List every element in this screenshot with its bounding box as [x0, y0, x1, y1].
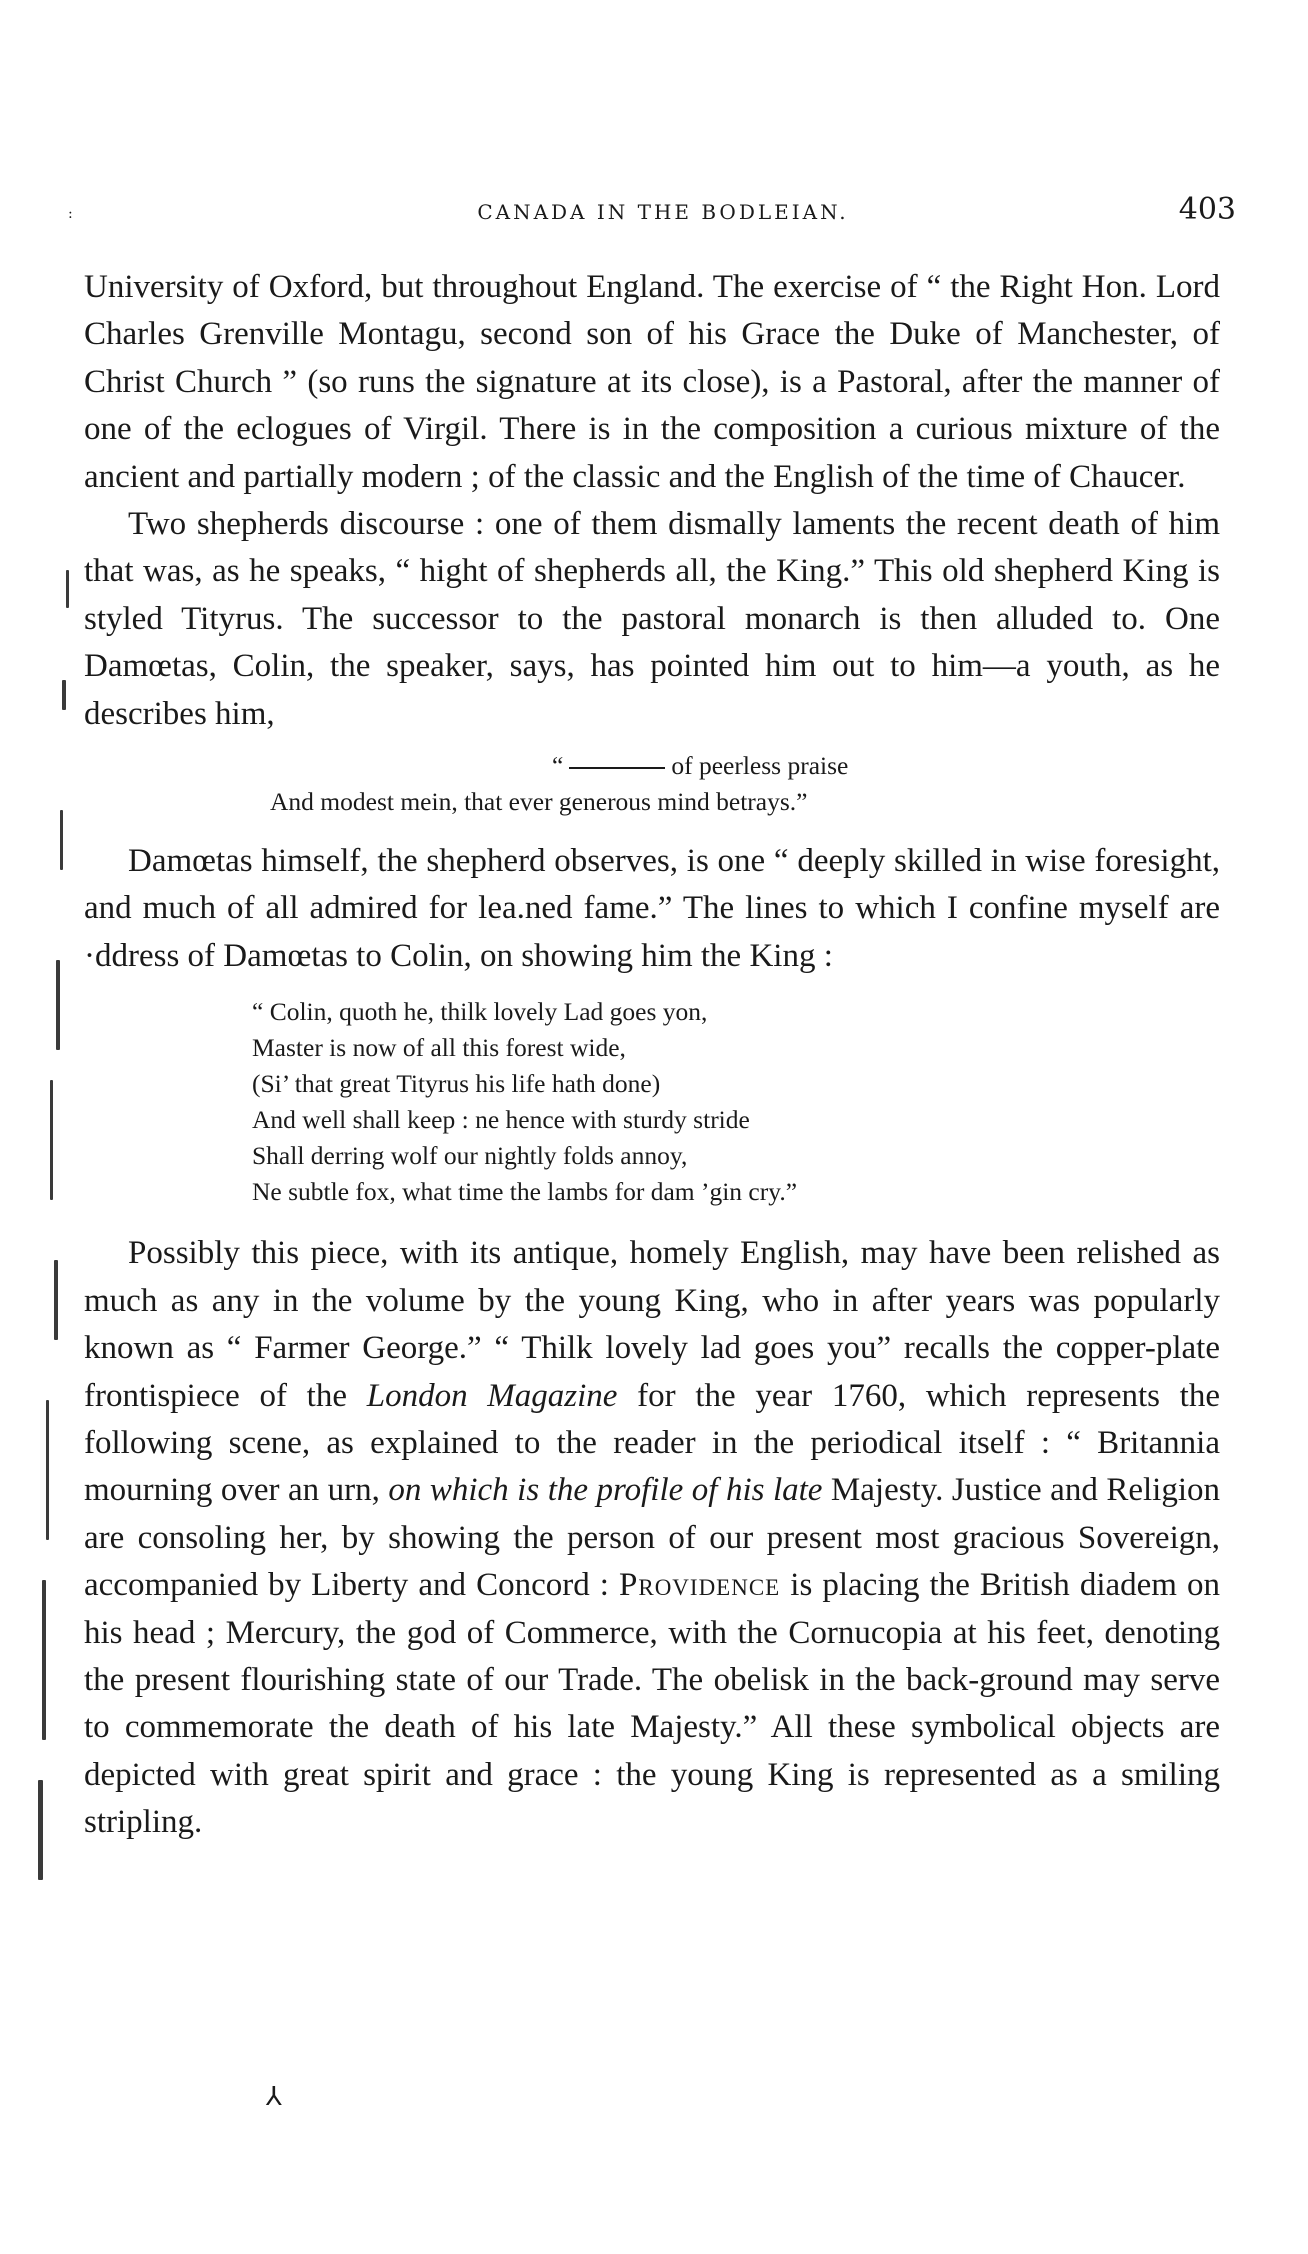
page-header — [88, 192, 1238, 232]
text-run: Possibly this piece, with its antique, homely English, may have been relished as much as any in the volume by the young King, who in after years was popularly known as “ Farmer George.” “ Thilk lovely lad goes you” recalls the copper-plate frontispiece of the — [84, 1235, 1220, 1414]
verse-line: Shall derring wolf our nightly folds annoy, — [252, 1141, 688, 1171]
scan-edge-artifact — [20, 560, 90, 1890]
gutter-mark: : — [68, 206, 73, 222]
verse-text: of peerless praise — [671, 751, 849, 781]
periodical-title: London Magazine — [366, 1377, 618, 1414]
body-text — [84, 264, 1220, 1847]
paragraph-2: Two shepherds discourse : one of them dismally laments the recent death of him that was, as he speaks, “ hight of shepherds all, the King.” This old shepherd King is styled Tityrus. The successor to the pastoral monarch is then alluded to. One Damœtas, Colin, the speaker, says, has pointed him out to him—a youth, as he describes him, — [84, 506, 1220, 732]
edge-fleck — [56, 960, 60, 1050]
edge-fleck — [66, 570, 69, 608]
edge-fleck — [46, 1400, 49, 1540]
small-caps-word: Providence — [619, 1567, 781, 1604]
edge-fleck — [42, 1580, 46, 1740]
em-rule — [569, 767, 665, 769]
edge-fleck — [60, 810, 63, 870]
text-run: Majesty. Justice and Religion are consoling her, by showing the person of our present most gracious Sovereign, accompanied by Liberty and Concord : — [84, 1472, 1220, 1604]
paragraph-4 — [84, 1230, 1220, 1846]
verse-quote-stanza — [84, 994, 1220, 1210]
verse-line — [270, 748, 1220, 784]
paragraph-3: Damœtas himself, the shepherd observes, is one “ deeply skilled in wise foresight, and much of all admired for lea.ned fame.” The lines to which I confine myself are ·ddress of Damœtas to Colin, on showing him the King : — [84, 843, 1220, 974]
verse-line: And well shall keep : ne hence with sturdy stride — [252, 1105, 750, 1135]
edge-fleck — [50, 1080, 53, 1200]
paragraph-1: University of Oxford, but throughout England. The exercise of “ the Right Hon. Lord Charles Grenville Montagu, second son of his Grace the Duke of Manchester, of Christ Church ” (so runs the signature at its close), is a Pastoral, after the manner of one of the eclogues of Virgil. There is in the composition a curious mixture of the ancient and partially modern ; of the classic and the English of the time of Chaucer. — [84, 269, 1220, 495]
page-number: 403 — [1178, 192, 1236, 227]
text-run: is placing the British diadem on his head ; Mercury, the god of Commerce, with the Cornucopia at his feet, denoting the present flourishing state of our Trade. The obelisk in the back-ground may serve to commemorate the death of his late Majesty.” All these symbolical objects are depicted with great spirit and grace : the young King is represented as a smiling stripling. — [84, 1567, 1220, 1841]
verse-line: Master is now of all this forest wide, — [252, 1033, 626, 1063]
verse-quote-short — [84, 748, 1220, 820]
verse-line: And modest mein, that ever generous mind betrays.” — [270, 787, 808, 817]
verse-line: Ne subtle fox, what time the lambs for dam ’gin cry.” — [252, 1177, 798, 1207]
verse-line: “ Colin, quoth he, thilk lovely Lad goes yon, — [252, 997, 708, 1027]
running-head: CANADA IN THE BODLEIAN. — [477, 200, 849, 224]
edge-fleck — [62, 680, 66, 710]
edge-fleck — [38, 1780, 43, 1880]
text-run: for the year 1760, which represents the following scene, as explained to the reader in the periodical itself : “ Britannia mourning over an urn, — [84, 1377, 1221, 1509]
italic-phrase: on which is the profile of his late — [388, 1472, 823, 1509]
verse-line: (Si’ that great Tityrus his life hath done) — [252, 1069, 661, 1099]
stray-mark: ⅄ — [266, 2082, 282, 2112]
open-quote-mark: “ — [552, 751, 564, 781]
edge-fleck — [54, 1260, 58, 1340]
